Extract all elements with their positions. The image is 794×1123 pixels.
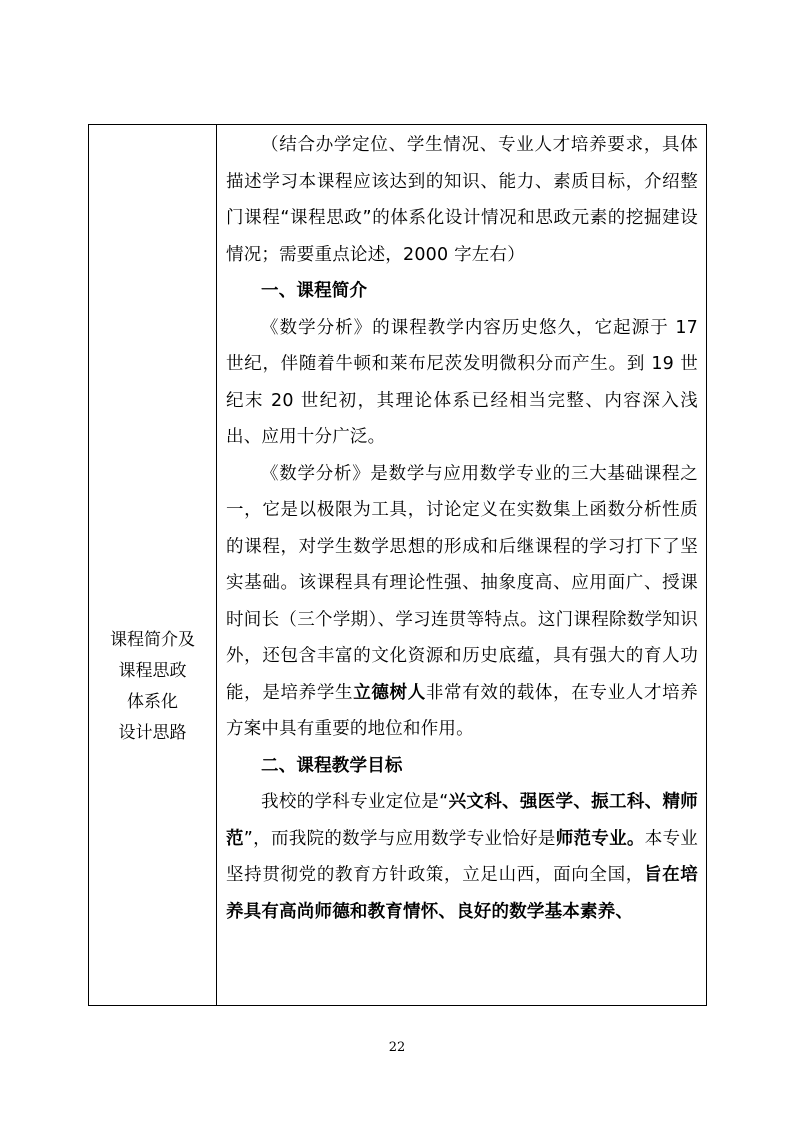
course-design-table xyxy=(88,124,707,1006)
row-label-line: 设计思路 xyxy=(118,723,187,743)
text-run: 非常有效的载体，在专业人才培养方案中具有重要的地位和作用。 xyxy=(226,682,698,739)
content-cell xyxy=(218,125,706,1005)
row-label-cell xyxy=(89,125,217,1005)
instruction-paragraph: （结合办学定位、学生情况、专业人才培养要求，具体描述学习本课程应该达到的知识、能力、素质目标，介绍整门课程“课程思政”的体系化设计情况和思政元素的挖掘建设情况；需要重点论述，2000 字左右） xyxy=(226,135,698,265)
row-label-line: 体系化 xyxy=(127,692,178,712)
emphasis-text: 旨在培养具有高尚师德和教育情怀、良好的数学基本素养、 xyxy=(226,865,698,922)
row-label xyxy=(89,625,216,749)
text-run: 我校的学科专业定位是“ xyxy=(261,792,449,812)
intro-paragraph-2 xyxy=(226,456,698,748)
section-heading-intro: 一、课程简介 xyxy=(261,281,368,301)
page-number: 22 xyxy=(388,1040,406,1055)
intro-paragraph-1: 《数学分析》的课程教学内容历史悠久，它起源于 17 世纪，伴随着牛顿和莱布尼茨发明微积分而产生。到 19 世纪末 20 世纪初，其理论体系已经相当完整、内容深入浅出、应用十分广泛。 xyxy=(226,317,698,447)
row-label-line: 课程简介及 xyxy=(110,630,195,650)
text-run: ”，而我院的数学与应用数学专业恰好是 xyxy=(243,828,556,849)
emphasis-text: 师范专业。 xyxy=(555,828,645,849)
emphasis-text: 立德树人 xyxy=(353,682,426,703)
section-heading-objectives: 二、课程教学目标 xyxy=(261,755,403,776)
objectives-paragraph-1 xyxy=(226,784,698,930)
emphasis-text: 兴文科、强医学、振工科、精师范 xyxy=(226,792,698,849)
text-run: 本专业坚持贯彻党的教育方针政策，立足山西，面向全国， xyxy=(226,828,698,885)
text-run: 《数学分析》是数学与应用数学专业的三大基础课程之一，它是以极限为工具，讨论定义在实数集上函数分析性质的课程，对学生数学思想的形成和后继课程的学习打下了坚实基础。该课程具有理论性强、抽象度高、应用面广、授课时间长（三个学期）、学习连贯等特点。这门课程除数学知识外，还包含丰富的文化资源和历史底蕴，具有强大的育人功能，是培养学生 xyxy=(226,463,698,703)
row-label-line: 课程思政 xyxy=(118,661,187,681)
